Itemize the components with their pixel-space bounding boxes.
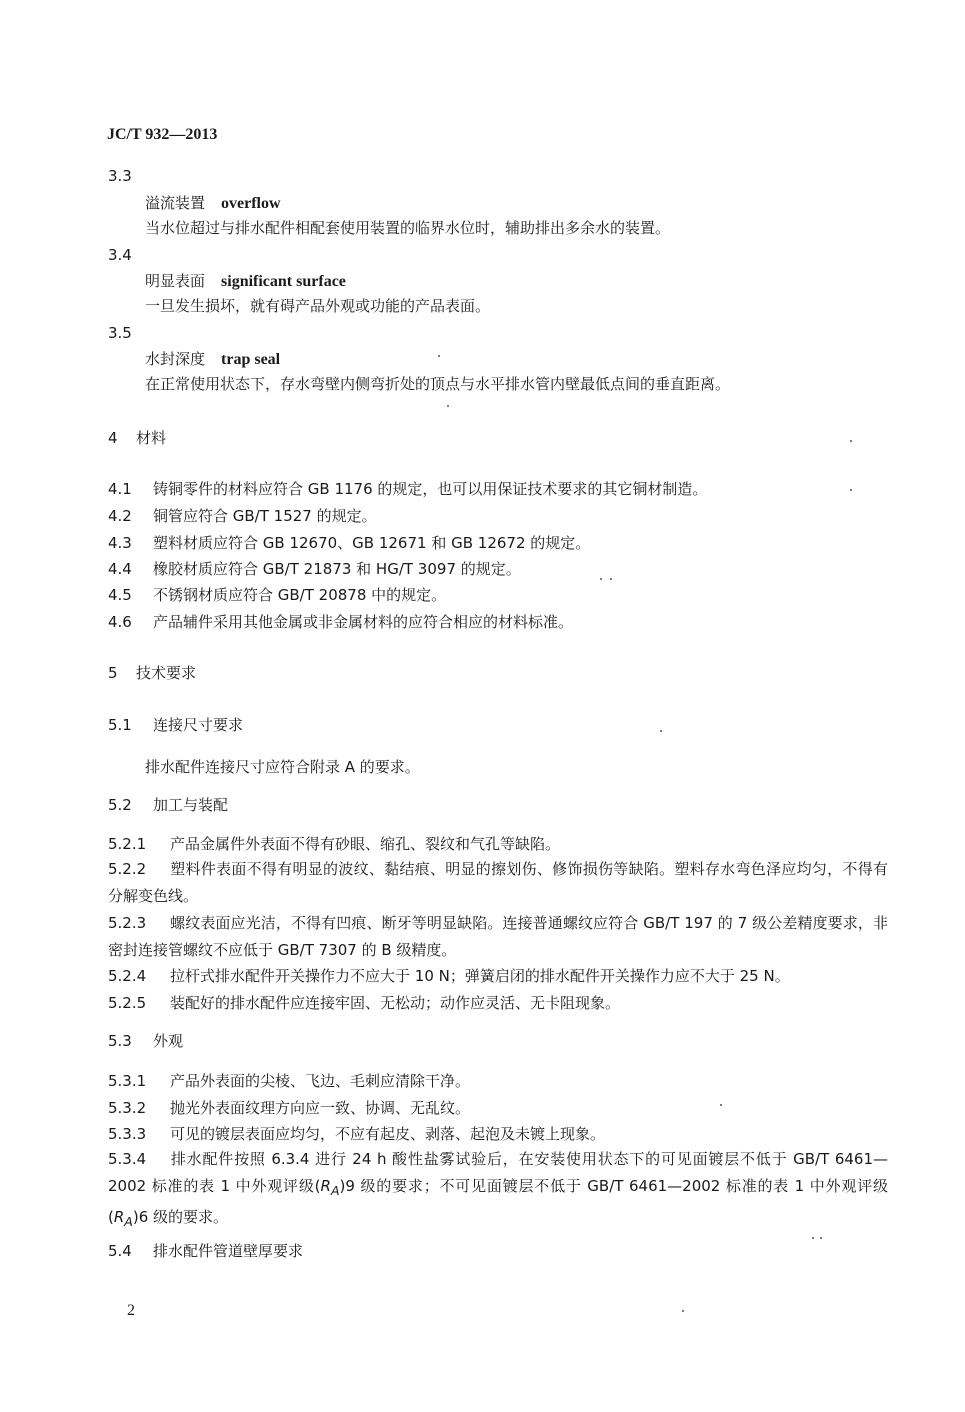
list-item: 5.3.4 排水配件按照 6.3.4 进行 24 h 酸性盐雾试验后，在安装使用状态下的可见面镀层不低于 GB/T 6461—2002 标准的表 1 中外观评级$(R_A)9$ 级的要求；不可见面镀层不低于 GB/T 6461—2002 标准的表 1 中外观评级$(R_A)6$ 级的要求。 [108,1150,889,1229]
term-cn: 明显表面 [145,272,206,290]
list-item: 5.3.3 可见的镀层表面应均匀，不应有起皮、剥落、起泡及未镀上现象。 [108,1125,606,1143]
subsection-heading: 5.3 外观 [108,1032,184,1050]
term-definition: 一旦发生损坏，就有碍产品外观或功能的产品表面。 [145,297,491,315]
standard-code: JC/T 932—2013 [107,126,218,143]
subsection-heading: 5.2 加工与装配 [108,796,229,814]
clause-number: 3.5 [108,324,132,342]
list-item: 4.3 塑料材质应符合 GB 12670、GB 12671 和 GB 12672 的规定。 [108,534,591,552]
term-cn: 水封深度 [145,350,206,368]
list-item: 4.1 铸铜零件的材料应符合 GB 1176 的规定，也可以用保证技术要求的其它铜材制造。 [108,480,708,498]
term-heading [145,348,280,371]
scan-speck [720,1104,722,1106]
clause-number: 3.4 [108,246,132,264]
subsection-heading: 5.4 排水配件管道壁厚要求 [108,1242,304,1260]
subsection-heading: 5.1 连接尺寸要求 [108,716,244,734]
section-heading-4: 4 材料 [108,429,167,447]
scan-speck [447,405,449,407]
scan-speck [812,1237,814,1239]
list-item: 4.6 产品辅件采用其他金属或非金属材料的应符合相应的材料标准。 [108,613,574,631]
scan-speck [610,578,612,580]
ra-symbol: $R_A$ [113,1208,133,1229]
ra-symbol: $R_A$ [320,1177,340,1198]
list-item: 5.3.1 产品外表面的尖棱、飞边、毛刺应清除干净。 [108,1072,471,1090]
list-item: 5.3.2 抛光外表面纹理方向应一致、协调、无乱纹。 [108,1099,471,1117]
list-item: 5.2.1 产品金属件外表面不得有砂眼、缩孔、裂纹和气孔等缺陷。 [108,835,561,853]
scan-speck [660,730,662,732]
scan-speck [850,440,852,442]
term-heading [145,192,281,215]
scan-speck [682,1310,684,1312]
term-en: overflow [221,195,281,212]
scan-speck [438,355,440,357]
term-en: significant surface [221,273,346,290]
page-number: 2 [127,1302,135,1319]
term-en: trap seal [221,351,281,368]
term-definition: 当水位超过与排水配件相配套使用装置的临界水位时，辅助排出多余水的装置。 [145,219,671,237]
clause-number: 3.3 [108,167,132,185]
list-item: 5.2.3 螺纹表面应光洁，不得有凹痕、断牙等明显缺陷。连接普通螺纹应符合 GB/T 197 的 7 级公差精度要求，非密封连接管螺纹不应低于 GB/T 7307 的 B 级精度。 [108,914,888,959]
term-cn: 溢流装置 [145,194,206,212]
scan-speck [850,489,852,491]
scan-speck [820,1237,822,1239]
section-heading-5: 5 技术要求 [108,664,197,682]
term-definition: 在正常使用状态下，存水弯壁内侧弯折处的顶点与水平排水管内壁最低点间的垂直距离。 [145,375,731,393]
list-item: 4.2 铜管应符合 GB/T 1527 的规定。 [108,507,377,525]
paragraph: 排水配件连接尺寸应符合附录 A 的要求。 [145,758,420,776]
list-item: 5.2.2 塑料件表面不得有明显的波纹、黏结痕、明显的擦划伤、修饰损伤等缺陷。塑料存水弯色泽应均匀，不得有分解变色线。 [108,860,888,905]
term-heading [145,270,346,293]
scan-speck [600,578,602,580]
list-item: 4.5 不锈钢材质应符合 GB/T 20878 中的规定。 [108,586,447,604]
list-item: 4.4 橡胶材质应符合 GB/T 21873 和 HG/T 3097 的规定。 [108,560,521,578]
list-item: 5.2.4 拉杆式排水配件开关操作力不应大于 10 N；弹簧启闭的排水配件开关操作力应不大于 25 N。 [108,967,790,985]
list-item: 5.2.5 装配好的排水配件应连接牢固、无松动；动作应灵活、无卡阻现象。 [108,994,621,1012]
